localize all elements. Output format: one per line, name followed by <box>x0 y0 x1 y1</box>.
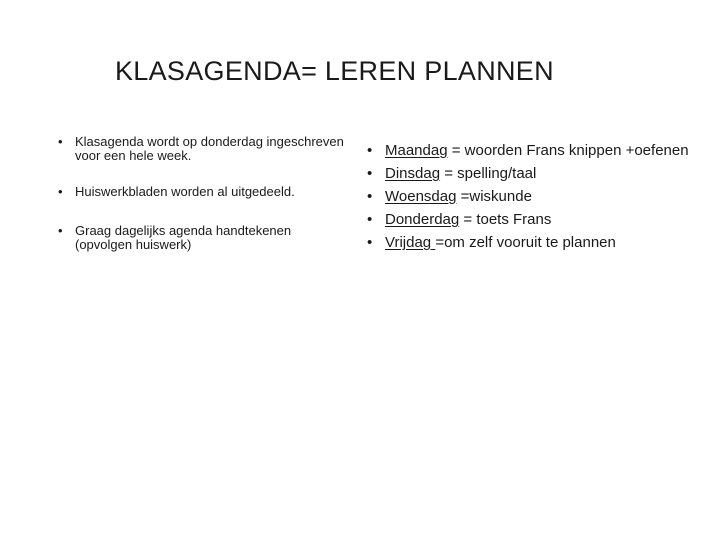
schedule-item-tuesday <box>367 166 707 182</box>
day-label: Vrijdag <box>385 234 436 251</box>
slide-title: KLASAGENDA= LEREN PLANNEN <box>115 56 554 86</box>
bullet-icon: • <box>58 134 63 149</box>
left-bullet-list <box>58 135 348 274</box>
bullet-icon: • <box>58 223 63 238</box>
day-task: =om zelf vooruit te plannen <box>435 234 616 251</box>
bullet-icon: • <box>367 211 373 228</box>
day-task: = woorden Frans knippen +oefenen <box>447 142 689 159</box>
bullet-icon: • <box>58 184 63 199</box>
list-item-text: Graag dagelijks agenda handtekenen (opvolgen huiswerk) <box>75 223 292 252</box>
schedule-item-friday <box>367 235 707 251</box>
day-label: Woensdag <box>385 188 457 205</box>
bullet-icon: • <box>367 165 373 182</box>
weekday-schedule-list <box>367 143 707 258</box>
schedule-item-thursday <box>367 212 707 228</box>
day-task: = toets Frans <box>459 211 552 228</box>
list-item <box>58 185 348 199</box>
bullet-icon: • <box>367 188 373 205</box>
schedule-item-monday <box>367 143 707 159</box>
list-item <box>58 135 348 163</box>
schedule-item-wednesday <box>367 189 707 205</box>
day-task: =wiskunde <box>456 188 532 205</box>
list-item-text: Huiswerkbladen worden al uitgedeeld. <box>75 184 295 199</box>
day-label: Dinsdag <box>385 165 441 182</box>
list-item-text: Klasagenda wordt op donderdag ingeschreven voor een hele week. <box>75 134 344 163</box>
bullet-icon: • <box>367 142 373 159</box>
day-label: Donderdag <box>385 211 460 228</box>
day-label: Maandag <box>385 142 448 159</box>
list-item <box>58 224 348 252</box>
bullet-icon: • <box>367 234 373 251</box>
day-task: = spelling/taal <box>440 165 537 182</box>
